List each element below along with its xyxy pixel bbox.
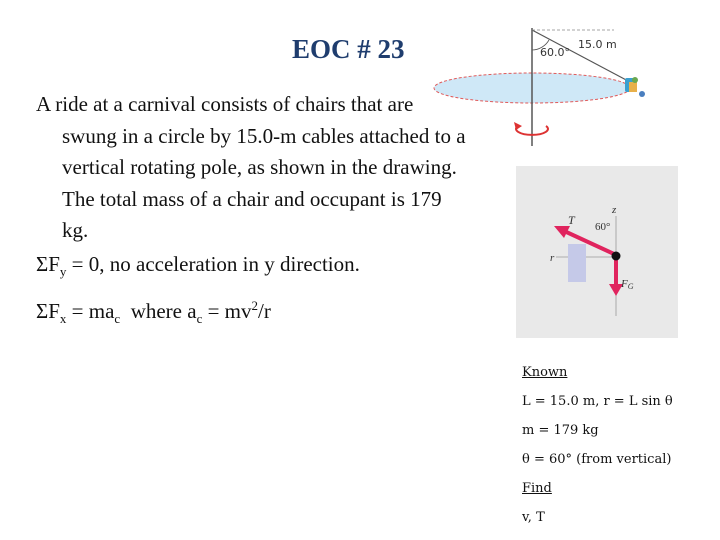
eq1-sub: y (59, 264, 67, 280)
gravity-label-sub: G (627, 282, 634, 291)
fbd-angle-label: 60° (595, 221, 611, 233)
eq2-sub: x (59, 311, 67, 327)
chair-icon (625, 77, 645, 97)
r-label: r (550, 252, 555, 264)
tension-label: T (568, 213, 575, 227)
top-length-label: 15.0 m (578, 38, 617, 51)
eq2-sup: 2 (251, 298, 259, 313)
problem-text: A ride at a carnival consists of chairs that are swung in a circle by 15.0-m cables attached to a vertical rotating pole, as shown in the drawing. The total mass of a chair and occupant is 179 kg. (36, 92, 466, 242)
chair-block (568, 244, 586, 282)
eq2-mid: = ma (66, 299, 115, 323)
gravity-label-main: F (621, 278, 628, 290)
pivot-point (612, 252, 621, 261)
eq2-sub2: c (114, 311, 121, 327)
find-line: v, T (522, 510, 545, 525)
known-heading: Known (522, 365, 568, 380)
carnival-ride-diagram (432, 18, 664, 150)
known-line-3: θ = 60° (from vertical) (522, 452, 672, 467)
known-line-2: m = 179 kg (522, 423, 599, 438)
equation-sum-fx (36, 294, 271, 331)
free-body-diagram (516, 166, 678, 338)
page-title: EOC # 23 (292, 34, 405, 64)
known-line-1: L = 15.0 m, r = L sin θ (522, 394, 673, 409)
eq2-where: where a (120, 299, 197, 323)
eq1-sigma: ΣF (36, 252, 60, 276)
z-label: z (612, 204, 617, 216)
eq2-tail: /r (258, 299, 271, 323)
find-heading: Find (522, 481, 552, 496)
eq2-sub3: c (196, 311, 203, 327)
top-angle-label: 60.0° (540, 46, 570, 59)
equation-sum-fy (36, 252, 360, 284)
eq1-rest: = 0, no acceleration in y direction. (66, 252, 360, 276)
known-find-panel (522, 364, 712, 538)
eq2-end: = mv (202, 299, 252, 323)
eq2-sigma: ΣF (36, 299, 60, 323)
